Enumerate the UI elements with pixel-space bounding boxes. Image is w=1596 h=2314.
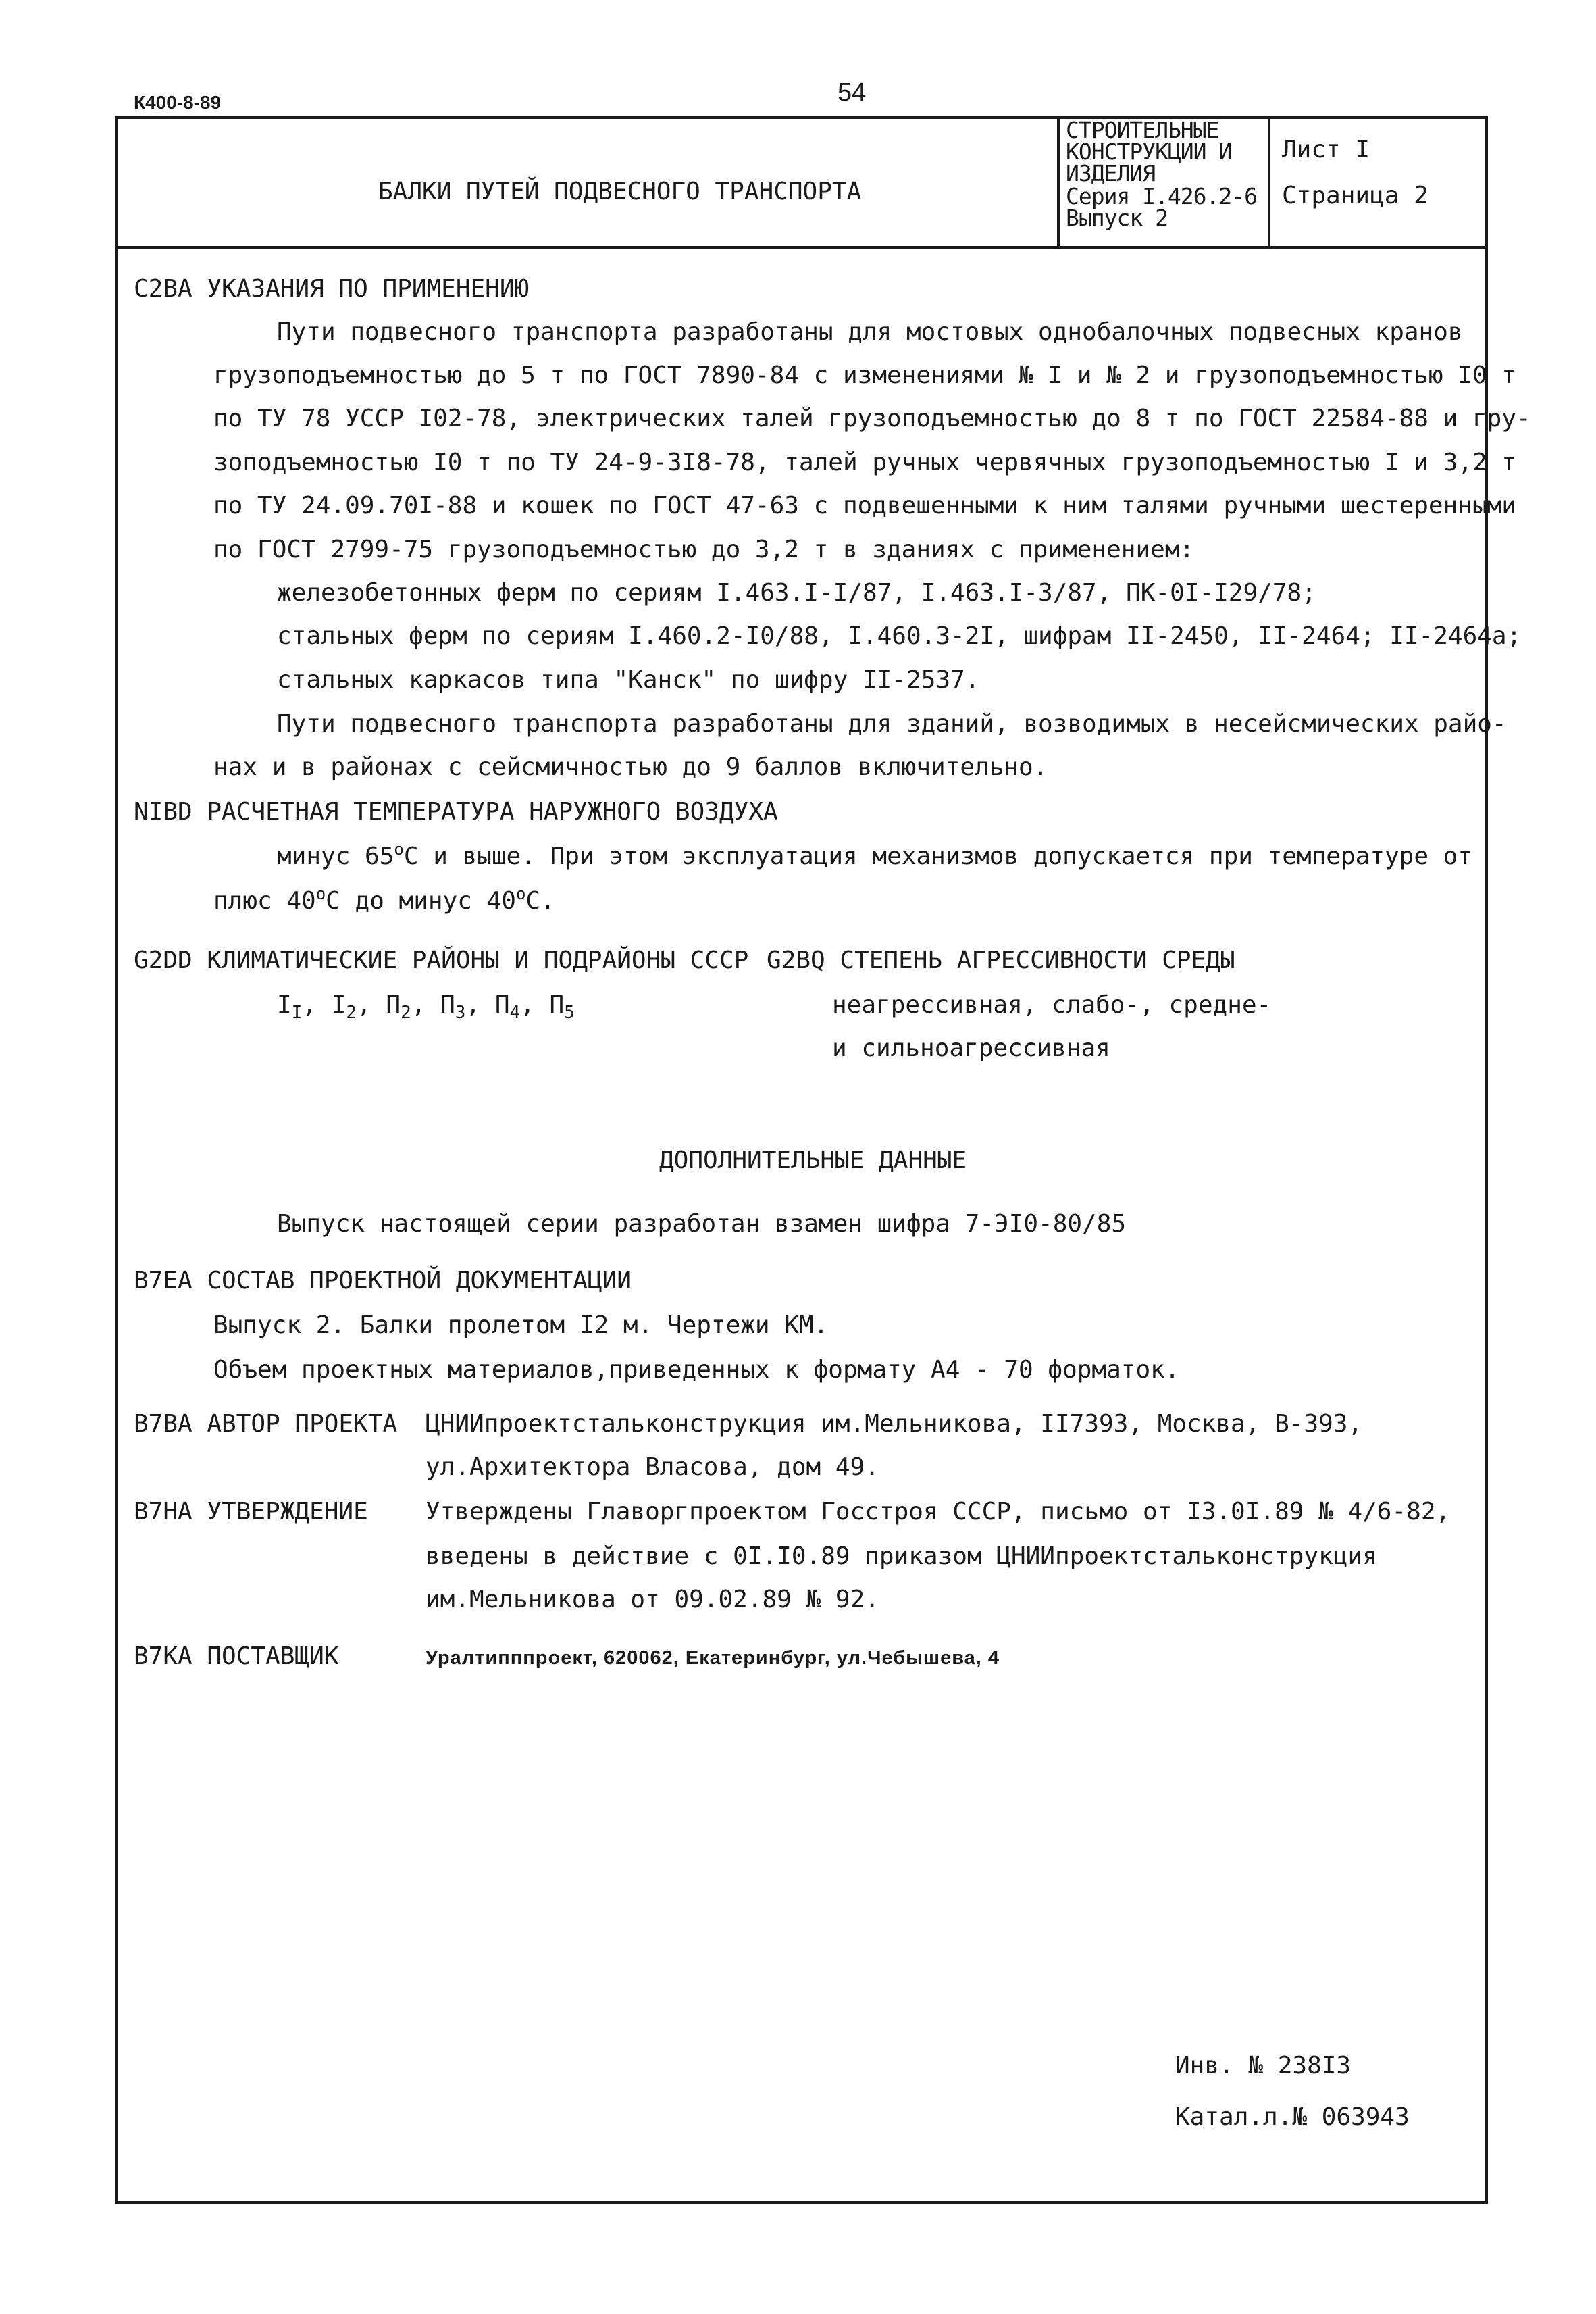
inventory-number: Инв. № 238I3 [1175, 2052, 1352, 2080]
title-block-divider-1 [1057, 116, 1060, 249]
category-line-2: КОНСТРУКЦИИ И [1066, 139, 1232, 165]
author-line-2: ул.Архитектора Власова, дом 49. [426, 1453, 879, 1481]
temperature-line-1: минус $65^оС$ и выше. При этом эксплуатация механизмов допускается при температуре от [277, 840, 1473, 870]
approval-label: B7HA УТВЕРЖДЕНИЕ [134, 1498, 368, 1526]
category-line-3: ИЗДЕЛИЯ [1066, 160, 1156, 186]
additional-text: Выпуск настоящей серии разработан взамен шифра 7-ЭI0-80/85 [277, 1210, 1127, 1238]
approval-line-3: им.Мельникова от 09.02.89 № 92. [426, 1586, 879, 1613]
usage-line: Пути подвесного транспорта разработаны для зданий, возводимых в несейсмических райо- [277, 710, 1507, 738]
category-line-1: СТРОИТЕЛЬНЫЕ [1066, 117, 1219, 143]
series-number: Серия I.426.2-6 [1066, 183, 1258, 209]
page-label: Страница 2 [1282, 182, 1428, 209]
usage-line: стальных каркасов типа "Канск" по шифру II-2537. [277, 666, 980, 694]
approval-line-1: Утверждены Главоргпроектом Госстроя СССР, письмо от I3.0I.89 № 4/6-82, [426, 1498, 1451, 1526]
composition-line-2: Объем проектных материалов,приведенных к формату А4 - 70 форматок. [213, 1356, 1180, 1384]
composition-heading: B7EA СОСТАВ ПРОЕКТНОЙ ДОКУМЕНТАЦИИ [134, 1267, 632, 1294]
supplier-label: B7KA ПОСТАВЩИК [134, 1642, 339, 1670]
page-number: 54 [838, 78, 867, 107]
usage-line: нах и в районах с сейсмичностью до 9 баллов включительно. [213, 753, 1048, 781]
additional-heading: ДОПОЛНИТЕЛЬНЫЕ ДАННЫЕ [659, 1147, 967, 1174]
aggressiveness-line-2: и сильноагрессивная [832, 1034, 1110, 1062]
temperature-heading: NIBD РАСЧЕТНАЯ ТЕМПЕРАТУРА НАРУЖНОГО ВОЗДУХА [134, 798, 778, 826]
approval-line-2: введены в действие с 0I.I0.89 приказом ЦНИИпроектстальконструкция [426, 1542, 1377, 1570]
usage-line: грузоподъемностью до 5 т по ГОСТ 7890-84 с изменениями № I и № 2 и грузоподъемностью I0 т [213, 361, 1516, 389]
usage-line: стальных ферм по сериям I.460.2-I0/88, I.460.3-2I, шифрам II-2450, II-2464; II-2464а; [277, 622, 1522, 650]
climate-regions: $I_I$, $I_2$, $П_2$, $П_3$, $П_4$, $П_5$ [277, 991, 575, 1023]
usage-heading: C2BA УКАЗАНИЯ ПО ПРИМЕНЕНИЮ [134, 275, 530, 303]
title-block-divider-2 [1268, 116, 1270, 249]
document-code: К400-8-89 [134, 92, 222, 113]
usage-line: по ТУ 24.09.70I-88 и кошек по ГОСТ 47-63 с подвешенными к ним талями ручными шестеренными [213, 492, 1516, 520]
issue-number: Выпуск 2 [1066, 205, 1168, 231]
composition-line-1: Выпуск 2. Балки пролетом I2 м. Чертежи КМ. [213, 1311, 829, 1339]
usage-line: зоподъемностью I0 т по ТУ 24-9-3I8-78, талей ручных червячных грузоподъемностью I и 3,2 т [213, 449, 1516, 476]
aggressiveness-heading: G2BQ СТЕПЕНЬ АГРЕССИВНОСТИ СРЕДЫ [767, 947, 1235, 974]
usage-line: Пути подвесного транспорта разработаны для мостовых однобалочных подвесных кранов [277, 318, 1463, 346]
usage-line: железобетонных ферм по сериям I.463.I-I/87, I.463.I-3/87, ПК-0I-I29/78; [277, 579, 1316, 607]
usage-line: по ТУ 78 УССР I02-78, электрических талей грузоподъемностью до 8 т по ГОСТ 22584-88 и гру- [213, 405, 1531, 432]
author-label: B7BA АВТОР ПРОЕКТА [134, 1410, 398, 1438]
temperature-line-2: плюс $40^оС$ до минус $40^оС$. [213, 884, 555, 915]
usage-line: по ГОСТ 2799-75 грузоподъемностью до 3,2 т в зданиях с применением: [213, 536, 1195, 563]
aggressiveness-line-1: неагрессивная, слабо-, средне- [832, 991, 1272, 1019]
climate-heading: G2DD КЛИМАТИЧЕСКИЕ РАЙОНЫ И ПОДРАЙОНЫ СССР [134, 947, 749, 974]
catalog-number: Катал.л.№ 063943 [1175, 2103, 1410, 2131]
supplier-text: Уралтипппроект, 620062, Екатеринбург, ул.Чебышева, 4 [426, 1647, 1000, 1669]
document-title: БАЛКИ ПУТЕЙ ПОДВЕСНОГО ТРАНСПОРТА [378, 178, 862, 205]
author-line-1: ЦНИИпроектстальконструкция им.Мельникова, II7393, Москва, В-393, [426, 1410, 1363, 1438]
sheet-number: Лист I [1282, 136, 1370, 164]
